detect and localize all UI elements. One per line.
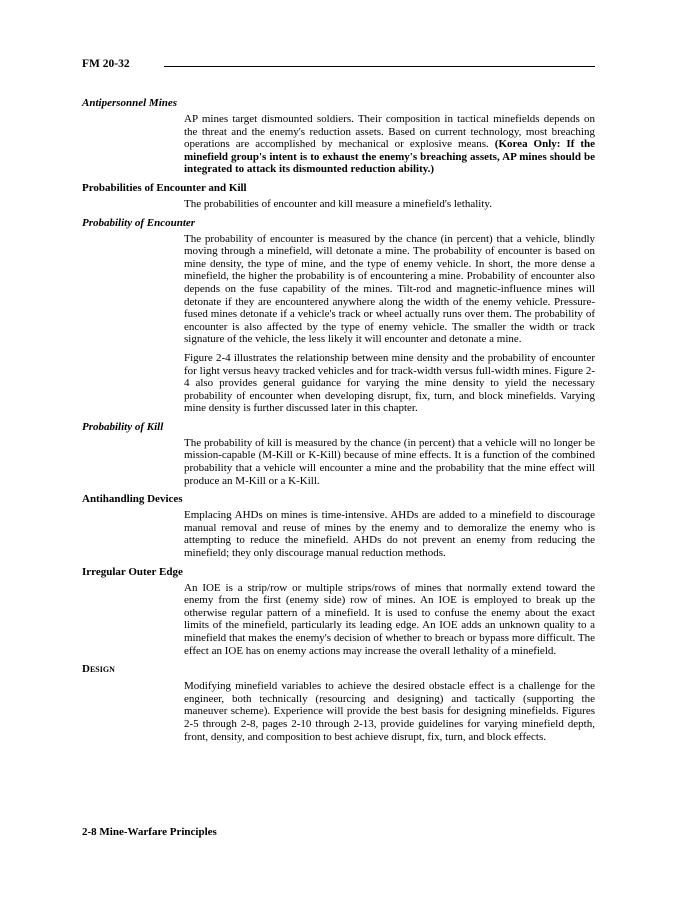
paragraph-text: AP mines target dismounted soldiers. Their composition in tactical minefields depends on the threat and the enemy's reduction assets. Based on current technology, most breaching operations are accomplished by mechanical or explosive means. (184, 113, 595, 151)
paragraph-probabilities-intro: The probabilities of encounter and kill measure a minefield's lethality. (184, 197, 492, 210)
document-id: FM 20-32 (82, 58, 130, 70)
heading-probabilities-encounter-kill: Probabilities of Encounter and Kill (82, 181, 247, 194)
paragraph-encounter-1: The probability of encounter is measured by the chance (in percent) that a vehicle, blindly moving through a minefield, will detonate a mine. The probability of encounter is based on mine density, the type of mine, and the type of enemy vehicle. In short, the more dense a minefield, the higher the probability is of encountering a mine. Probability of encounter also depends on the fuse capability of the mines. Tilt-rod and magnetic-influence mines will detonate if they are encountered anywhere along the width of the enemy vehicle. Pressure-fused mines detonate if a vehicle's track or wheel actually runs over them. The probability of encounter is also affected by the type of enemy vehicle. The smaller the width or track signature of the vehicle, the less likely it will encounter and detonate a mine. (184, 232, 595, 346)
header-rule (164, 66, 595, 67)
heading-probability-of-encounter: Probability of Encounter (82, 216, 196, 229)
page-header (82, 58, 595, 72)
paragraph-encounter-2: Figure 2-4 illustrates the relationship between mine density and the probability of encounter for light versus heavy tracked vehicles and for track-width versus full-width mines. Figure 2-4 also provides general guidance for varying the mine density to yield the necessary probability of encounter when developing disrupt, fix, turn, and block minefields. Varying mine density is further discussed later in this chapter. (184, 351, 595, 415)
paragraph-kill: The probability of kill is measured by the chance (in percent) that a vehicle will no longer be mission-capable (M-Kill or K-Kill) because of mine effects. It is a function of the combined probability that a vehicle will encounter a mine and the probability that the mine effect will produce an M-Kill or a K-Kill. (184, 436, 595, 487)
page-footer: 2-8 Mine-Warfare Principles (82, 826, 217, 838)
heading-design: Design (82, 663, 115, 676)
paragraph-antipersonnel-mines (184, 113, 595, 176)
paragraph-design: Modifying minefield variables to achieve the desired obstacle effect is a challenge for the engineer, both technically (resourcing and designing) and tactically (supporting the maneuver scheme). Experience will provide the best basis for designing minefields. Figures 2-5 through 2-8, pages 2-10 through 2-13, provide guidelines for varying minefield depth, front, density, and composition to best achieve disrupt, fix, turn, and block effects. (184, 680, 595, 743)
paragraph-ioe: An IOE is a strip/row or multiple strips/rows of mines that normally extend toward the enemy from the first (enemy side) row of mines. An IOE is employed to break up the otherwise regular pattern of a minefield. It is used to confuse the enemy about the exact limits of the minefield, particularly its leading edge. An IOE adds an unknown quality to a minefield that makes the enemy's decision of whether to breach or bypass more difficult. The effect an IOE has on enemy actions may increase the overall lethality of a minefield. (184, 581, 595, 657)
heading-antihandling-devices: Antihandling Devices (82, 493, 183, 506)
heading-probability-of-kill: Probability of Kill (82, 420, 164, 433)
korea-only-note: (Korea Only: If the minefield group's intent is to exhaust the enemy's breaching assets, AP mines should be integrated to attack its dismounted reduction ability.) (184, 138, 595, 176)
page-content (82, 97, 595, 749)
paragraph-antihandling: Emplacing AHDs on mines is time-intensive. AHDs are added to a minefield to discourage manual removal and reuse of mines by the enemy and to demoralize the enemy who is attempting to reduce the minefield. AHDs do not prevent an enemy from reducing the minefield; they only discourage manual reduction methods. (184, 509, 595, 560)
heading-antipersonnel-mines: Antipersonnel Mines (82, 97, 178, 109)
heading-irregular-outer-edge: Irregular Outer Edge (82, 565, 183, 578)
